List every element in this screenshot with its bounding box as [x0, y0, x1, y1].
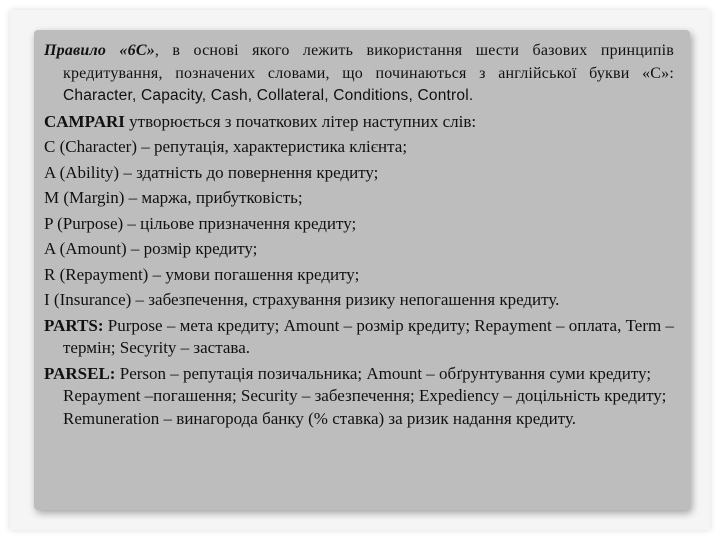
campari-item: P (Purpose) – цільове призначення кредиту;	[44, 213, 357, 233]
campari-item: I (Insurance) – забезпечення, страхування ризику непогашення кредиту.	[44, 290, 560, 309]
campari-item: M (Margin) – маржа, прибутковість;	[44, 188, 303, 207]
intro-term: Правило «6С»	[44, 42, 155, 59]
campari-term: CAMPARI	[44, 111, 125, 131]
campari-item: C (Character) – репутація, характеристика клієнта;	[44, 137, 408, 156]
intro-paragraph	[44, 40, 674, 108]
parsel-paragraph	[44, 363, 674, 431]
parts-paragraph	[44, 315, 674, 360]
campari-item: A (Amount) – розмір кредиту;	[44, 239, 258, 258]
campari-heading	[44, 111, 674, 134]
parsel-term: PARSEL:	[44, 363, 116, 383]
slide-content	[44, 40, 674, 433]
campari-item: A (Ability) – здатність до повернення кредиту;	[44, 162, 379, 182]
parsel-text: Person – репутація позичальника; Amount – обґрунтування суми кредиту; Repayment –погашення; Security – забезпечення; Expediency – доцільність кредиту; Remuneration – винагорода банку (% ставка) за ризик надання кредиту.	[63, 363, 667, 428]
parts-term: PARTS:	[44, 315, 104, 335]
intro-text: , в основі якого лежить використання шести базових принципів кредитування, позначених словами, що починаються з англійської букви «С»:	[63, 42, 674, 82]
parts-text: Purpose – мета кредиту; Amount – розмір кредиту; Repayment – оплата, Term – термін; Secyrity – застава.	[63, 315, 674, 357]
campari-text: утворюється з початкових літер наступних слів:	[124, 111, 477, 131]
intro-words: Character, Capacity, Cash, Collateral, Conditions, Control.	[63, 87, 474, 104]
campari-item: R (Repayment) – умови погашення кредиту;	[44, 264, 360, 284]
